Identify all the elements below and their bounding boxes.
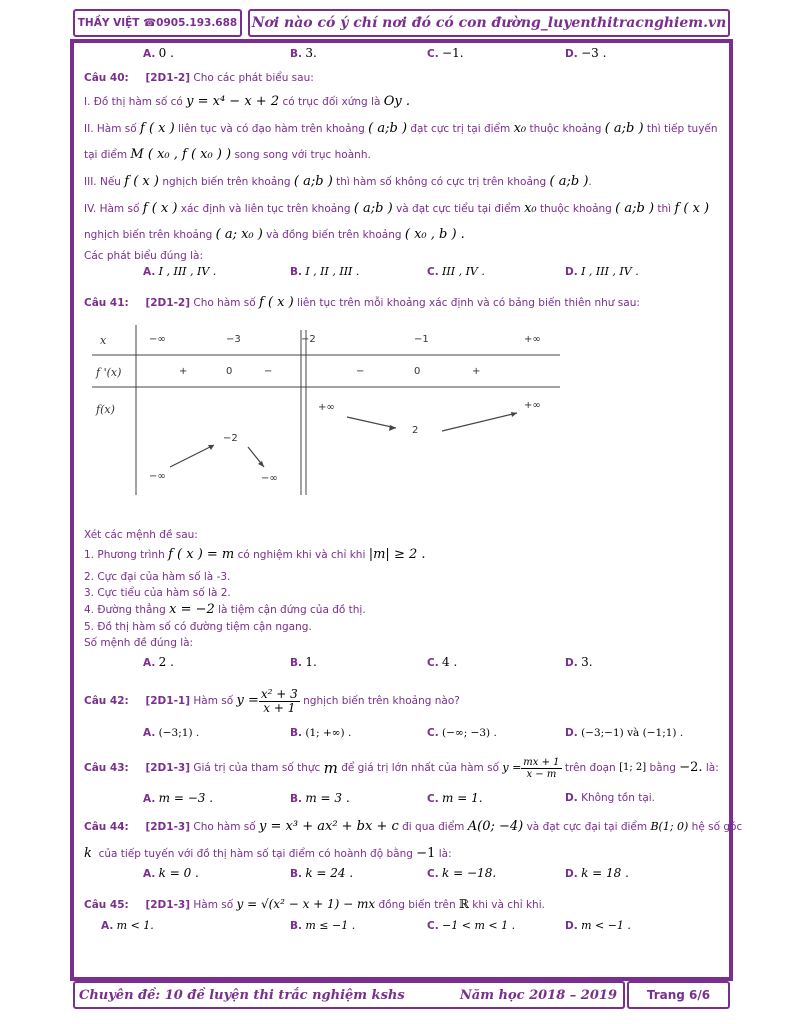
q41-prop-1: 1. Phương trình f ( x ) = m có nghiệm khi và chỉ khi |m| ≥ 2 .	[84, 547, 426, 562]
table-fprime-label: f '(x)	[96, 366, 122, 379]
footer-page: Trang 6/6	[627, 981, 730, 1009]
table-f-value: −∞	[261, 473, 278, 484]
q42-fraction: $\frac{\text{x² + 3}}{x + 1}$	[260, 686, 298, 715]
table-f-value: −2	[223, 433, 238, 444]
q40-statement-1: I. Đồ thị hàm số có y = x⁴ − x + 2 có trục đối xứng là Oy .	[84, 94, 411, 109]
q45-stem: Câu 45: [2D1-3] Hàm số y = √(x² − x + 1) − mx đồng biến trên ℝ khi và chỉ khi.	[84, 897, 545, 911]
q41-stem: Câu 41: [2D1-2] Cho hàm số f ( x ) liên tục trên mỗi khoảng xác định và có bảng biến thiên như sau:	[84, 295, 640, 310]
q41-prop-5: 5. Đồ thị hàm số có đường tiệm cận ngang.	[84, 621, 312, 633]
table-x-value: −3	[226, 334, 241, 345]
header-slogan: Nơi nào có ý chí nơi đó có con đường_luyenthitracnghiem.vn	[248, 9, 730, 37]
table-x-label: x	[100, 334, 107, 347]
table-fprime-sign: 0	[414, 366, 421, 377]
q41-intro: Xét các mệnh đề sau:	[84, 529, 198, 541]
q40-statement-4b: nghịch biến trên khoảng ( a; x₀ ) và đồng biến trên khoảng ( x₀ , b ) .	[84, 227, 465, 242]
q40-statement-3: III. Nếu f ( x ) nghịch biến trên khoảng ( a;b ) thì hàm số không có cực trị trên khoảng ( a;b ).	[84, 174, 592, 189]
q41-prop-2: 2. Cực đại của hàm số là -3.	[84, 571, 231, 583]
table-f-value: +∞	[524, 400, 541, 411]
table-x-value: −2	[301, 334, 316, 345]
footer-bar	[73, 981, 625, 1009]
variation-table	[92, 325, 562, 500]
table-f-label: f(x)	[96, 403, 115, 416]
table-f-value: 2	[412, 425, 419, 436]
q41-prop-4: 4. Đường thẳng x = −2 là tiệm cận đứng của đồ thị.	[84, 602, 366, 617]
q41-ask: Số mệnh đề đúng là:	[84, 637, 194, 649]
q40-statement-4: IV. Hàm số f ( x ) xác định và liên tục trên khoảng ( a;b ) và đạt cực tiểu tại điểm x₀ thuộc khoảng ( a;b ) thì f ( x )	[84, 201, 710, 216]
footer-topic: Chuyên đề: 10 đề luyện thi trắc nghiệm kshs	[79, 987, 405, 1003]
table-f-value: +∞	[318, 402, 335, 413]
footer-year: Năm học 2018 – 2019	[459, 987, 617, 1003]
table-fprime-sign: +	[472, 366, 481, 377]
table-fprime-sign: +	[179, 366, 188, 377]
table-fprime-sign: −	[264, 366, 273, 377]
header-contact: THẦY VIỆT ☎0905.193.688	[73, 9, 242, 37]
q43-stem: Câu 43: [2D1-3] Giá trị của tham số thực m để giá trị lớn nhất của hàm số y = $\frac{mx + 1}{x - m}$ trên đoạn [1; 2] bằng −2. là:	[84, 756, 719, 780]
table-f-value: −∞	[149, 471, 166, 482]
q43-fraction: $\frac{mx + 1}{x - m}$	[523, 756, 560, 780]
q44-stem: Câu 44: [2D1-3] Cho hàm số y = x³ + ax² + bx + c đi qua điểm A(0; −4) và đạt cực đại tại điểm B(1; 0) hệ số góc	[84, 819, 743, 834]
q40-statement-2: II. Hàm số f ( x ) liên tục và có đạo hàm trên khoảng ( a;b ) đạt cực trị tại điểm x₀ thuộc khoảng ( a;b ) thì tiếp tuyến	[84, 121, 718, 136]
q40-ask: Các phát biểu đúng là:	[84, 250, 203, 262]
q41-prop-3: 3. Cực tiểu của hàm số là 2.	[84, 587, 231, 599]
table-fprime-sign: −	[356, 366, 365, 377]
table-fprime-sign: 0	[226, 366, 233, 377]
table-x-value: −1	[414, 334, 429, 345]
table-x-value: −∞	[149, 334, 166, 345]
q40-statement-2b: tại điểm M ( x₀ , f ( x₀ ) ) song song với trục hoành.	[84, 147, 371, 162]
q40-stem: Câu 40: [2D1-2] Cho các phát biểu sau:	[84, 72, 314, 84]
table-x-value: +∞	[524, 334, 541, 345]
q44-stem-2: k của tiếp tuyến với đồ thị hàm số tại điểm có hoành độ bằng −1 là:	[84, 846, 452, 861]
q42-stem: Câu 42: [2D1-1] Hàm số y = $\frac{\text{x² + 3}}{x + 1}$ nghịch biến trên khoảng nào?	[84, 686, 460, 715]
